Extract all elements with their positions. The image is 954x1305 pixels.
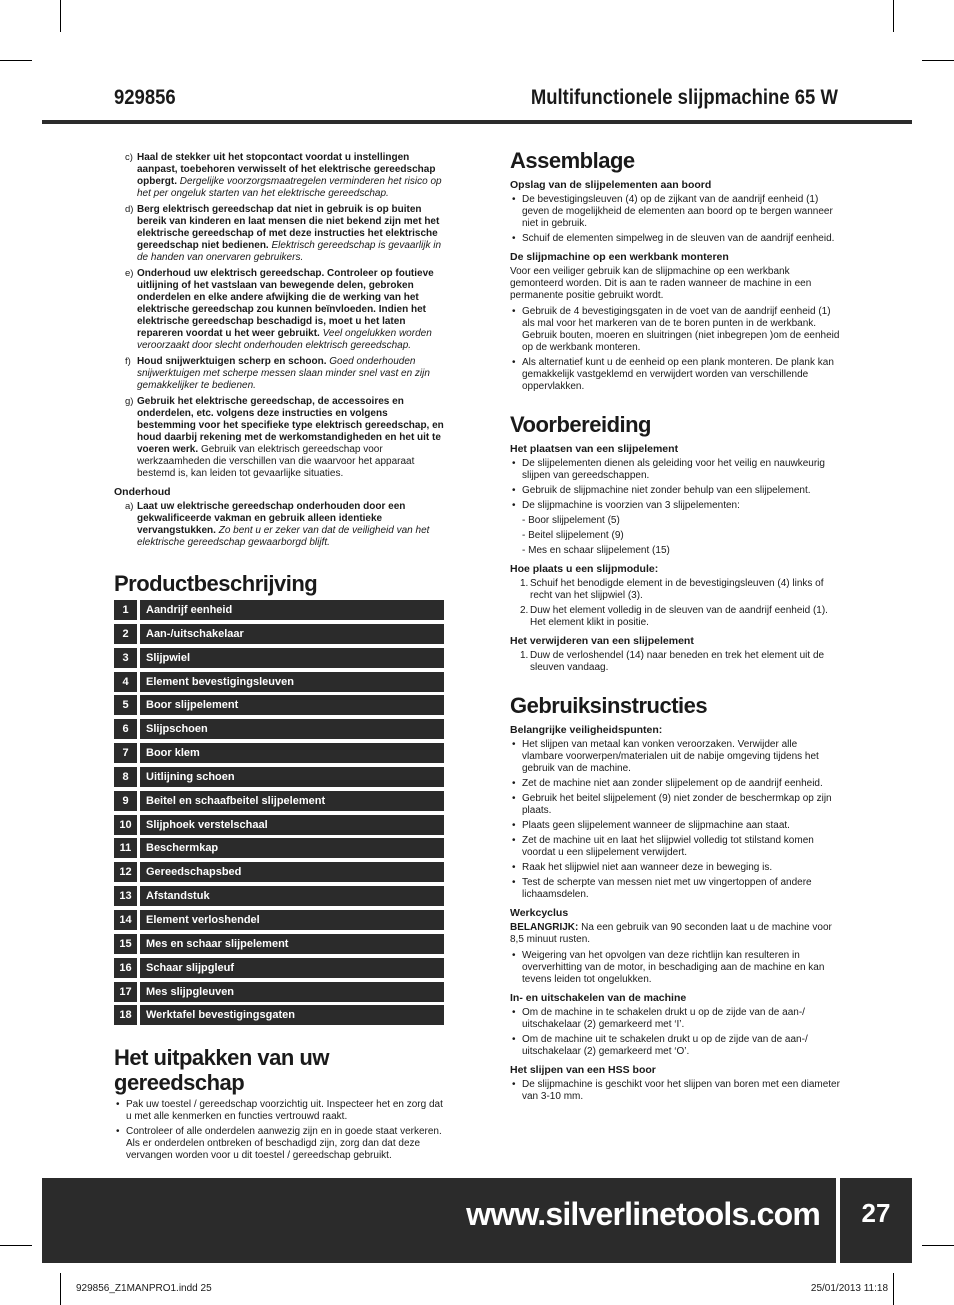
product-number: 9 bbox=[114, 791, 137, 811]
bullet-item: • Weigering van het opvolgen van deze richtlijn kan resulteren in oververhitting van de motor, in beschadiging aan de machine en kan tevens leiden tot ongelukken. bbox=[510, 950, 840, 986]
crop-mark bbox=[0, 1245, 32, 1246]
werkcyclus-paragraph bbox=[510, 922, 840, 946]
plaatsen-heading: Het plaatsen van een slijpelement bbox=[510, 443, 679, 455]
product-label: Boor slijpelement bbox=[140, 695, 444, 715]
item-italic-text: Elektrisch gereedschap is gevaarlijk in de handen van onervaren gebruikers. bbox=[137, 240, 442, 263]
product-row bbox=[114, 719, 444, 739]
crop-mark bbox=[893, 0, 894, 32]
onderhoud-heading: Onderhoud bbox=[114, 486, 171, 498]
product-row bbox=[114, 791, 444, 811]
product-row bbox=[114, 1005, 444, 1025]
product-row bbox=[114, 838, 444, 858]
bullet-item: • Als alternatief kunt u de eenheid op een plank monteren. De plank kan gemakkelijk vastgeklemd en verwijdert worden van verschillende oppervlakken. bbox=[510, 357, 840, 393]
crop-mark bbox=[922, 60, 954, 61]
file-slug: 929856_Z1MANPRO1.indd 25 bbox=[76, 1283, 212, 1294]
item-label: g) bbox=[125, 396, 134, 407]
werkcyclus-heading: Werkcyclus bbox=[510, 907, 569, 919]
schakel-list bbox=[510, 1007, 840, 1058]
product-number: 14 bbox=[114, 910, 137, 930]
product-row bbox=[114, 862, 444, 882]
product-number: 12 bbox=[114, 862, 137, 882]
product-label: Slijphoek verstelschaal bbox=[140, 815, 444, 835]
hss-heading: Het slijpen van een HSS boor bbox=[510, 1064, 656, 1076]
product-row bbox=[114, 886, 444, 906]
product-label: Werktafel bevestigingsgaten bbox=[140, 1005, 444, 1025]
product-label: Mes slijpgleuven bbox=[140, 982, 444, 1002]
product-number: 3 bbox=[114, 648, 137, 668]
bullet-item: • Om de machine uit te schakelen drukt u op de zijde van de aan-/ uitschakelaar (2) gemarkeerd met ‘O’. bbox=[510, 1034, 840, 1058]
product-row bbox=[114, 982, 444, 1002]
crop-mark bbox=[60, 0, 61, 32]
product-row bbox=[114, 672, 444, 692]
product-row bbox=[114, 600, 444, 620]
item-plain-text: Gebruik van elektrisch gereedschap voor werkzaamheden die verschillen van die waarvoor het apparaat bestemd is, kan leiden tot gevaarlijke situaties. bbox=[137, 444, 415, 479]
product-number: 8 bbox=[114, 767, 137, 787]
verwijderen-steps bbox=[510, 650, 840, 674]
step-text: Schuif het benodigde element in de bevestigingsleuven (4) links of recht van het slijpwiel (3). bbox=[530, 578, 824, 601]
bullet-item: • Het slijpen van metaal kan vonken veroorzaken. Verwijder alle vlambare voorwerpen/materialen uit de nabije omgeving tijdens het gebruik van de machine. bbox=[510, 739, 840, 775]
werkcyclus-list bbox=[510, 950, 840, 986]
product-row bbox=[114, 743, 444, 763]
plaatsen-list bbox=[510, 458, 840, 512]
step-text: Duw de verloshendel (14) naar beneden en trek het element uit de sleuven vandaag. bbox=[530, 650, 825, 673]
website-link[interactable]: www.silverlinetools.com bbox=[466, 1196, 820, 1232]
werkbank-list bbox=[510, 306, 840, 393]
item-bold-text: Houd snijwerktuigen scherp en schoon. bbox=[137, 356, 327, 367]
hoe-heading: Hoe plaats u een slijpmodule: bbox=[510, 563, 659, 575]
safety-item bbox=[114, 152, 444, 200]
bullet-item: • Gebruik de slijpmachine niet zonder behulp van een slijpelement. bbox=[510, 485, 840, 497]
dash-item: - Mes en schaar slijpelement (15) bbox=[522, 545, 670, 556]
step-number: 1. bbox=[520, 650, 529, 661]
crop-mark bbox=[893, 1273, 894, 1305]
item-bold-text: Haal de stekker uit het stopcontact voordat u instellingen aanpast, toebehoren verwisselt of het elektrische gereedschap opbergt. bbox=[137, 152, 436, 187]
unpack-heading: Het uitpakken van uw gereedschap bbox=[114, 1045, 329, 1096]
bullet-item: • Raak het slijpwiel niet aan wanneer deze in beweging is. bbox=[510, 862, 840, 874]
product-number: 17 bbox=[114, 982, 137, 1002]
dash-item: - Boor slijpelement (5) bbox=[522, 515, 620, 526]
opslag-list bbox=[510, 194, 840, 245]
bullet-item: • Zet de machine niet aan zonder slijpelement op de aandrijf eenheid. bbox=[510, 778, 840, 790]
page-title: Multifunctionele slijpmachine 65 W bbox=[530, 86, 838, 109]
werkcyclus-text: Na een gebruik van 90 seconden laat u de machine voor 8,5 minuut rusten. bbox=[510, 922, 832, 945]
bullet-item: • Controleer of alle onderdelen aanwezig zijn en in goede staat verkeren. Als er onderdelen ontbreken of beschadigd zijn, zorg dan dat deze vervangen worden voor u dit toestel / gereedschap gebruikt. bbox=[114, 1126, 444, 1162]
opslag-heading: Opslag van de slijpelementen aan boord bbox=[510, 179, 712, 191]
product-heading: Productbeschrijving bbox=[114, 571, 318, 596]
werkbank-paragraph: Voor een veiliger gebruik kan de slijpmachine op een werkbank gemonteerd worden. Dit is aan te raden wanneer de machine in een permanente positie gebruikt wordt. bbox=[510, 266, 812, 301]
dash-item: - Beitel slijpelement (9) bbox=[522, 530, 624, 541]
crop-mark bbox=[60, 1273, 61, 1305]
safety-item bbox=[114, 268, 444, 352]
product-label: Aandrijf eenheid bbox=[140, 600, 444, 620]
step-text: Duw het element volledig in de sleuven van de aandrijf eenheid (1). Het element klikt in positie. bbox=[530, 605, 828, 628]
bullet-item: • Schuif de elementen simpelweg in de sleuven van de aandrijf eenheid. bbox=[510, 233, 840, 245]
product-code: 929856 bbox=[114, 86, 176, 109]
safety-list bbox=[114, 152, 444, 480]
onderhoud-list bbox=[114, 501, 444, 549]
crop-mark bbox=[0, 60, 32, 61]
unpack-list bbox=[114, 1099, 444, 1162]
bullet-item: • De slijpelementen dienen als geleiding voor het veilig en nauwkeurig slijpen van gereedschappen. bbox=[510, 458, 840, 482]
bullet-item: • Test de scherpte van messen niet met uw vingertoppen of andere lichaamsdelen. bbox=[510, 877, 840, 901]
product-label: Gereedschapsbed bbox=[140, 862, 444, 882]
bullet-item: • De slijpmachine is voorzien van 3 slijpelementen: bbox=[510, 500, 840, 512]
crop-mark bbox=[922, 1245, 954, 1246]
step-item bbox=[510, 650, 840, 674]
item-label: f) bbox=[125, 356, 131, 367]
bullet-item: • De bevestigingsleuven (4) op de zijkant van de aandrijf eenheid (1) geven de mogelijkheid de elementen aan boord op te bergen wanneer niet in gebruik. bbox=[510, 194, 840, 230]
product-label: Slijpschoen bbox=[140, 719, 444, 739]
product-label: Boor klem bbox=[140, 743, 444, 763]
item-bold-text: Onderhoud uw elektrisch gereedschap. Controleer op foutieve uitlijning of het vastslaan van bewegende delen, gebroken onderdelen en elke andere afwijking die de werking van het elektrische gereedschap zou kunnen beïnvloeden. Indien het elektrische gereedschap beschadigd is, moet u het laten repareren voordat u het weer gebruikt. bbox=[137, 268, 434, 339]
safety-item bbox=[114, 204, 444, 264]
product-number: 6 bbox=[114, 719, 137, 739]
verwijderen-heading: Het verwijderen van een slijpelement bbox=[510, 635, 694, 647]
veilig-list bbox=[510, 739, 840, 901]
bullet-item: • Zet de machine uit en laat het slijpwiel volledig tot stilstand komen voordat u een slijpelement verwijdert. bbox=[510, 835, 840, 859]
product-label: Slijpwiel bbox=[140, 648, 444, 668]
item-label: d) bbox=[125, 204, 134, 215]
product-number: 1 bbox=[114, 600, 137, 620]
assemblage-heading: Assemblage bbox=[510, 148, 635, 173]
schakel-heading: In- en uitschakelen van de machine bbox=[510, 992, 687, 1004]
item-label: e) bbox=[125, 268, 134, 279]
safety-item bbox=[114, 501, 444, 549]
item-label: c) bbox=[125, 152, 133, 163]
page-number: 27 bbox=[861, 1198, 891, 1228]
item-italic-text: Veel ongelukken worden veroorzaakt door slecht onderhouden elektrisch gereedschap. bbox=[137, 328, 432, 351]
product-number: 11 bbox=[114, 838, 137, 858]
footer-bar bbox=[42, 1178, 836, 1263]
product-number: 16 bbox=[114, 958, 137, 978]
plaatsen-dash-list bbox=[510, 515, 840, 557]
product-number: 18 bbox=[114, 1005, 137, 1025]
product-row bbox=[114, 695, 444, 715]
hoe-steps bbox=[510, 578, 840, 629]
step-number: 1. bbox=[520, 578, 529, 589]
bullet-item: • Pak uw toestel / gereedschap voorzichtig uit. Inspecteer het en zorg dat u met alle kenmerken en functies vertrouwd raakt. bbox=[114, 1099, 444, 1123]
safety-item bbox=[114, 396, 444, 480]
item-italic-text: Zo bent u er zeker van dat de veiligheid van het elektrische gereedschap gewaarborgd blijft. bbox=[137, 525, 430, 548]
product-number: 4 bbox=[114, 672, 137, 692]
product-label: Element bevestigingsleuven bbox=[140, 672, 444, 692]
step-item bbox=[510, 578, 840, 602]
bullet-item: • De slijpmachine is geschikt voor het slijpen van boren met een diameter van 3-10 mm. bbox=[510, 1079, 840, 1103]
header-rule bbox=[42, 120, 912, 124]
product-number: 7 bbox=[114, 743, 137, 763]
hss-list bbox=[510, 1079, 840, 1103]
item-bold-text: Laat uw elektrische gereedschap onderhouden door een gekwalificeerde vakman en gebruik alleen identieke vervangstukken. bbox=[137, 501, 406, 536]
bullet-item: • Gebruik het beitel slijpelement (9) niet zonder de beschermkap op zijn plaats. bbox=[510, 793, 840, 817]
product-number: 15 bbox=[114, 934, 137, 954]
bullet-item: • Plaats geen slijpelement wanneer de slijpmachine aan staat. bbox=[510, 820, 840, 832]
product-label: Uitlijning schoen bbox=[140, 767, 444, 787]
item-bold-text: Berg elektrisch gereedschap dat niet in gebruik is op buiten bereik van kinderen en laat mensen die niet bekend zijn met het elektrische gereedschap of met deze instructies het elektrische gereedschap niet bedienen. bbox=[137, 204, 440, 251]
step-item bbox=[510, 605, 840, 629]
product-label: Aan-/uitschakelaar bbox=[140, 624, 444, 644]
safety-item bbox=[114, 356, 444, 392]
product-number: 13 bbox=[114, 886, 137, 906]
product-row bbox=[114, 815, 444, 835]
product-row bbox=[114, 934, 444, 954]
product-label: Beitel en schaafbeitel slijpelement bbox=[140, 791, 444, 811]
product-row bbox=[114, 958, 444, 978]
item-label: a) bbox=[125, 501, 134, 512]
werkcyclus-important: BELANGRIJK: bbox=[510, 922, 579, 933]
product-number: 2 bbox=[114, 624, 137, 644]
gebruik-heading: Gebruiksinstructies bbox=[510, 693, 708, 718]
product-row bbox=[114, 648, 444, 668]
product-label: Mes en schaar slijpelement bbox=[140, 934, 444, 954]
product-row bbox=[114, 767, 444, 787]
werkbank-heading: De slijpmachine op een werkbank monteren bbox=[510, 251, 729, 263]
date-slug: 25/01/2013 11:18 bbox=[810, 1283, 888, 1294]
step-number: 2. bbox=[520, 605, 529, 616]
voorbereiding-heading: Voorbereiding bbox=[510, 412, 651, 437]
item-italic-text: Goed onderhouden snijwerktuigen met scherpe messen slaan minder snel vast en zijn gemakkelijker te bedienen. bbox=[137, 356, 430, 391]
product-label: Element verloshendel bbox=[140, 910, 444, 930]
bullet-item: • Om de machine in te schakelen drukt u op de zijde van de aan-/ uitschakelaar (2) gemarkeerd met ‘I’. bbox=[510, 1007, 840, 1031]
page-number-box bbox=[840, 1178, 912, 1263]
product-row bbox=[114, 624, 444, 644]
item-bold-text: Gebruik het elektrische gereedschap, de accessoires en onderdelen, etc. volgens deze instructies en volgens bestemming voor het specifieke type elektrisch gereedschap, en houd daarbij rekening met de werkomstandigheden en het uit te voeren werk. bbox=[137, 396, 444, 455]
item-italic-text: Dergelijke voorzorgsmaatregelen verminderen het risico op het per ongeluk starten van het elektrische gereedschap. bbox=[137, 176, 442, 199]
veilig-heading: Belangrijke veiligheidspunten: bbox=[510, 724, 663, 736]
product-number: 10 bbox=[114, 815, 137, 835]
product-table bbox=[114, 600, 444, 1025]
bullet-item: • Gebruik de 4 bevestigingsgaten in de voet van de aandrijf eenheid (1) als mal voor het markeren van de te boren punten in de werkbank. Gebruik bouten, moeren en sluitringen (niet inbegrepen )om de eenheid op de werkbank monteren. bbox=[510, 306, 840, 354]
product-row bbox=[114, 910, 444, 930]
product-number: 5 bbox=[114, 695, 137, 715]
product-label: Afstandstuk bbox=[140, 886, 444, 906]
product-label: Schaar slijpgleuf bbox=[140, 958, 444, 978]
right-column bbox=[510, 148, 840, 1106]
left-column bbox=[114, 152, 444, 1165]
product-label: Beschermkap bbox=[140, 838, 444, 858]
